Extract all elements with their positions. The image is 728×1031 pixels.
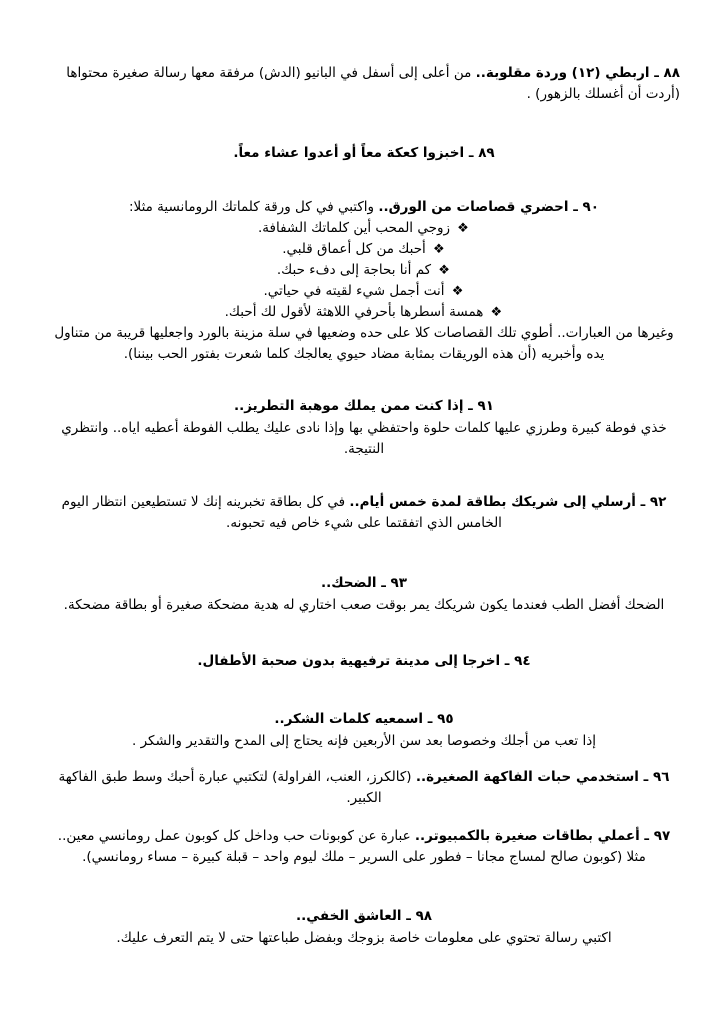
tip-96-text: (كالكرز، العنب، الفراولة) لتكتبي عبارة أحبك وسط طبق الفاكهة الكبير. <box>58 769 416 806</box>
tip-97-text: عبارة عن كوبونات حب وداخل كل كوبون عمل رومانسي معين.. مثلا (كوبون صالح لمساج مجانا – فطور على السرير – ملك ليوم واحد – قبلة كبيرة – مساء رومانسي). <box>57 828 646 865</box>
tip-90-bullet-list <box>48 218 680 323</box>
tip-93 <box>48 573 680 594</box>
tip-92-heading: ٩٢ ـ أرسلي إلى شريكك بطاقة لمدة خمس أيام.. <box>349 494 667 510</box>
diamond-bullet-icon: ❖ <box>432 242 445 257</box>
tip-94 <box>48 651 680 672</box>
tip-98-heading: ٩٨ ـ العاشق الخفي.. <box>295 908 433 924</box>
tip-94-heading: ٩٤ ـ اخرجا إلى مدينة ترفيهية بدون صحبة الأطفال. <box>197 653 531 669</box>
bullet-text: أنت أجمل شيء لقيته في حياتي. <box>263 283 445 299</box>
tip-88-text: من أعلى إلى أسفل في البانيو (الدش) مرفقة معها رسالة صغيرة محتواها (أردت أن أغسلك بالزهور) . <box>66 65 680 102</box>
tip-91-heading: ٩١ ـ إذا كنت ممن يملك موهبة التطريز.. <box>234 398 494 414</box>
bullet-text: أحبك من كل أعماق قلبي. <box>282 241 426 257</box>
tip-95-text: إذا تعب من أجلك وخصوصا بعد سن الأربعين فإنه يحتاج إلى المدح والتقدير والشكر . <box>132 733 596 749</box>
list-item <box>48 260 680 281</box>
diamond-bullet-icon: ❖ <box>457 221 469 236</box>
tip-96-heading: ٩٦ ـ استخدمي حبات الفاكهة الصغيرة.. <box>415 769 670 785</box>
diamond-bullet-icon: ❖ <box>451 284 464 299</box>
list-item <box>48 239 680 260</box>
diamond-bullet-icon: ❖ <box>490 305 503 320</box>
tip-96 <box>48 767 680 809</box>
list-item <box>48 302 680 323</box>
tip-91 <box>48 396 680 417</box>
tip-97 <box>48 826 680 868</box>
tip-92 <box>48 492 680 534</box>
list-item <box>48 281 680 302</box>
tip-95-heading: ٩٥ ـ اسمعيه كلمات الشكر.. <box>274 711 454 727</box>
diamond-bullet-icon: ❖ <box>438 263 450 278</box>
tip-98 <box>48 906 680 927</box>
bullet-text: همسة أسطرها بأحرفي اللاهثة لأقول لك أحبك. <box>224 304 484 320</box>
tip-90 <box>48 197 680 218</box>
tip-90-outro: وغيرها من العبارات.. أطوي تلك القصاصات كلا على حده وضعيها في سلة مزينة بالورد واجعليها قريبة من متناول يده وأخبريه (أن هذه الوريقات بمثابة مضاد حيوي يعالجك كلما شعرت بفتور الحب بيننا). <box>54 325 674 362</box>
tip-88-heading: ٨٨ ـ اربطي (١٢) وردة مقلوبة.. <box>475 65 680 81</box>
tip-95 <box>48 709 680 730</box>
tip-90-intro: واكتبي في كل ورقة كلماتك الرومانسية مثلا: <box>128 199 379 215</box>
tip-93-heading: ٩٣ ـ الضحك.. <box>320 575 408 591</box>
tip-98-text: اكتبي رسالة تحتوي على معلومات خاصة بزوجك وبفضل طباعتها حتى لا يتم التعرف عليك. <box>116 930 612 946</box>
tip-91-text: خذي فوطة كبيرة وطرزي عليها كلمات حلوة واحتفظي بها وإذا نادى عليك يطلب الفوطة أعطيه اياه.. وانتظري النتيجة. <box>61 420 667 457</box>
list-item <box>48 218 680 239</box>
bullet-text: زوجي المحب أين كلماتك الشفافة. <box>257 220 450 236</box>
tip-89 <box>48 143 680 164</box>
bullet-text: كم أنا بحاجة إلى دفء حبك. <box>276 262 432 278</box>
tip-97-heading: ٩٧ ـ أعملي بطاقات صغيرة بالكمبيوتر.. <box>414 828 671 844</box>
tip-88 <box>48 63 680 105</box>
tip-90-heading: ٩٠ ـ احضري قصاصات من الورق.. <box>378 199 600 215</box>
tip-92-text: في كل بطاقة تخبرينه إنك لا تستطيعين انتظار اليوم الخامس الذي اتفقتما على شيء خاص فيه تحبونه. <box>61 494 502 531</box>
tip-89-heading: ٨٩ ـ اخبزوا كعكة معاً أو أعدوا عشاء معاً. <box>233 145 495 161</box>
tip-93-text: الضحك أفضل الطب فعندما يكون شريكك يمر بوقت صعب اختاري له هدية مضحكة صغيرة أو بطاقة مضحكة. <box>63 597 665 613</box>
